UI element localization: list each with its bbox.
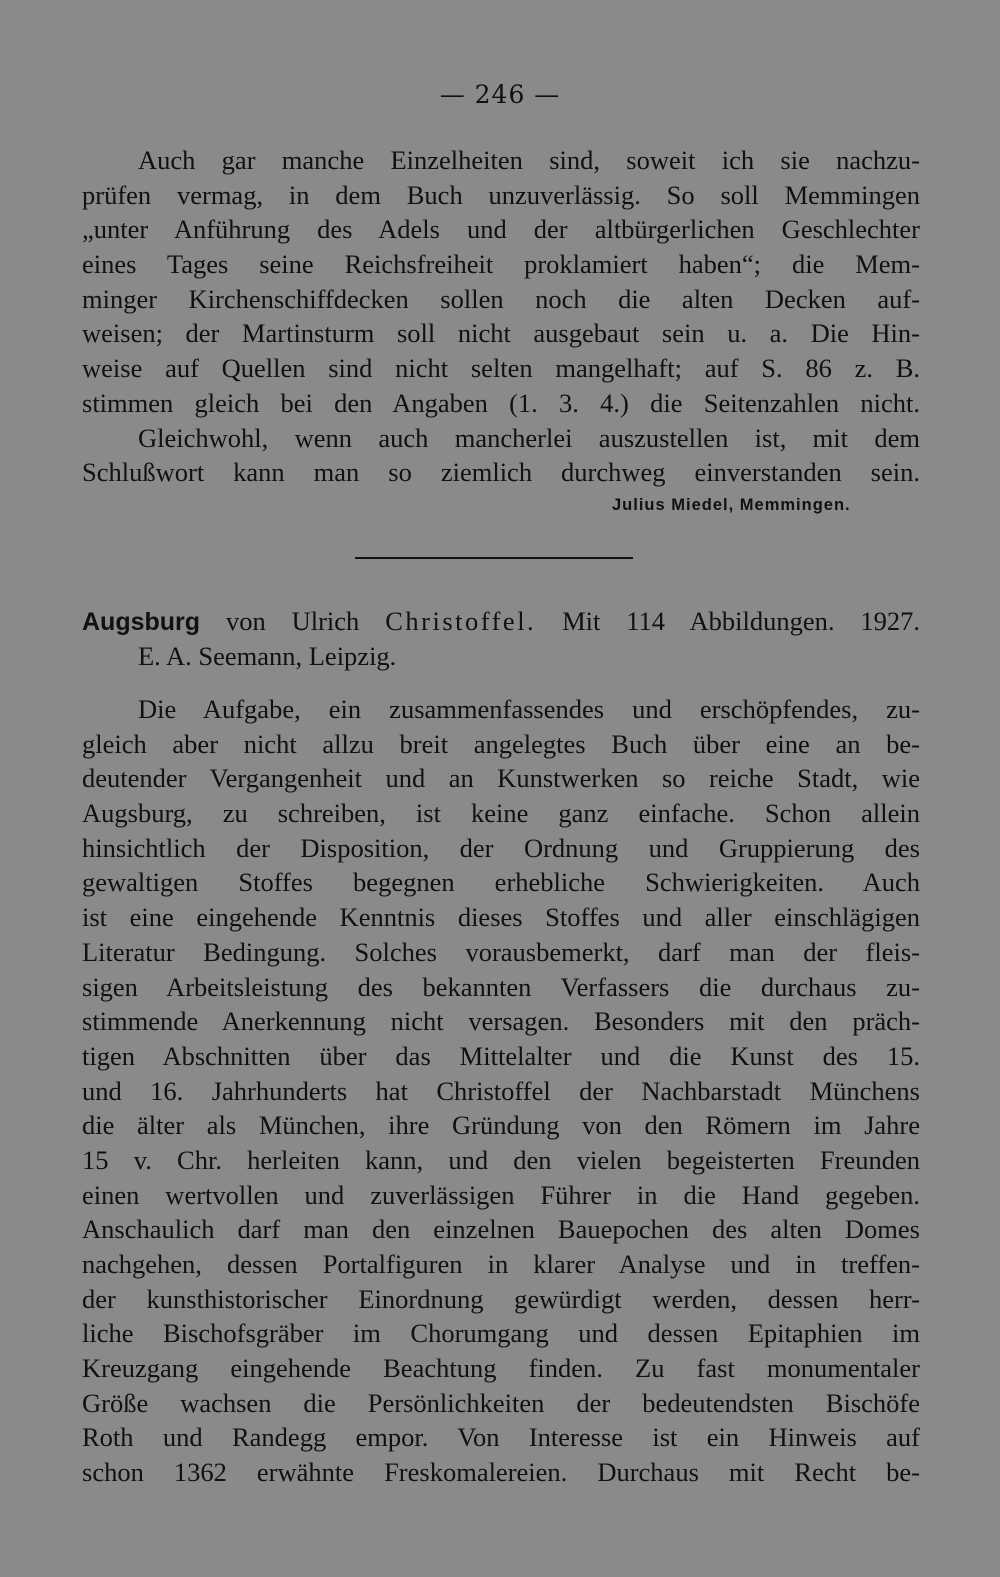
text-line: hinsichtlich der Disposition, der Ordnung und Gruppierung des: [82, 832, 920, 863]
heading-von: von Ulrich: [225, 606, 360, 636]
text-line: der kunsthistorischer Einordnung gewürdigt werden, dessen herr-: [82, 1283, 920, 1314]
text-line: weise auf Quellen sind nicht selten mangelhaft; auf S. 86 z. B.: [82, 353, 920, 384]
text-line: „unter Anführung des Adels und der altbürgerlichen Geschlechter: [82, 214, 920, 245]
text-line: stimmen gleich bei den Angaben (1. 3. 4.) die Seitenzahlen nicht.: [82, 387, 920, 418]
book-publisher: E. A. Seemann, Leipzig.: [138, 641, 397, 671]
text-line: Schlußwort kann man so ziemlich durchweg einverstanden sein.: [82, 457, 920, 488]
text-line: deutender Vergangenheit und an Kunstwerken so reiche Stadt, wie: [82, 763, 920, 794]
text-line: Größe wachsen die Persönlichkeiten der bedeutendsten Bischöfe: [82, 1387, 920, 1418]
text-line: und 16. Jahrhunderts hat Christoffel der Nachbarstadt Münchens: [82, 1075, 920, 1106]
text-line: minger Kirchenschiffdecken sollen noch die alten Decken auf-: [82, 283, 920, 314]
text-line: sigen Arbeitsleistung des bekannten Verfassers die durchaus zu-: [82, 971, 920, 1002]
text-line: weisen; der Martinsturm soll nicht ausgebaut sein u. a. Die Hin-: [82, 318, 920, 349]
book-author: Christoffel.: [385, 606, 537, 636]
text-line: liche Bischofsgräber im Chorumgang und dessen Epitaphien im: [82, 1318, 920, 1349]
text-line: Die Aufgabe, ein zusammenfassendes und erschöpfendes, zu-: [138, 694, 920, 724]
text-line: Literatur Bedingung. Solches vorausbemerkt, darf man der fleis-: [82, 936, 920, 967]
text-line: einen wertvollen und zuverlässigen Führer in die Hand gegeben.: [82, 1179, 920, 1210]
review-paragraph-1: [82, 143, 920, 490]
book-heading: [82, 604, 920, 674]
text-line: Anschaulich darf man den einzelnen Bauepochen des alten Domes: [82, 1214, 920, 1245]
text-line: Augsburg, zu schreiben, ist keine ganz einfache. Schon allein: [82, 798, 920, 829]
text-line: tigen Abschnitten über das Mittelalter und die Kunst des 15.: [82, 1040, 920, 1071]
text-line: Auch gar manche Einzelheiten sind, soweit ich sie nachzu-: [138, 145, 920, 175]
text-line: ist eine eingehende Kenntnis dieses Stoffes und aller einschlägigen: [82, 902, 920, 933]
text-line: schon 1362 erwähnte Freskomalereien. Durchaus mit Recht be-: [82, 1457, 920, 1488]
review-paragraph-2: [82, 692, 920, 1490]
text-line: prüfen vermag, in dem Buch unzuverlässig. So soll Memmingen: [82, 179, 920, 210]
book-heading-line: [82, 604, 920, 639]
page-number: — 246 —: [439, 80, 561, 109]
text-line: stimmende Anerkennung nicht versagen. Besonders mit den präch-: [82, 1006, 920, 1037]
text-line: gewaltigen Stoffes begegnen erhebliche Schwierigkeiten. Auch: [82, 867, 920, 898]
reviewer-signature: Julius Miedel, Memmingen.: [612, 496, 851, 514]
text-line: gleich aber nicht allzu breit angelegtes Buch über eine an be-: [82, 728, 920, 759]
text-line: Roth und Randegg empor. Von Interesse ist ein Hinweis auf: [82, 1422, 920, 1453]
text-line: eines Tages seine Reichsfreiheit proklamiert haben“; die Mem-: [82, 249, 920, 280]
text-line: 15 v. Chr. herleiten kann, und den vielen begeisterten Freunden: [82, 1144, 920, 1175]
text-line: Gleichwohl, wenn auch mancherlei auszustellen ist, mit dem: [138, 422, 920, 453]
book-title: Augsburg: [82, 608, 201, 636]
section-divider: [355, 557, 633, 559]
heading-details: Mit 114 Abbildungen. 1927.: [562, 606, 921, 636]
text-line: Kreuzgang eingehende Beachtung finden. Zu fast monumentaler: [82, 1353, 920, 1384]
text-line: die älter als München, ihre Gründung von den Römern im Jahre: [82, 1110, 920, 1141]
text-line: nachgehen, dessen Portalfiguren in klarer Analyse und in treffen-: [82, 1249, 920, 1279]
